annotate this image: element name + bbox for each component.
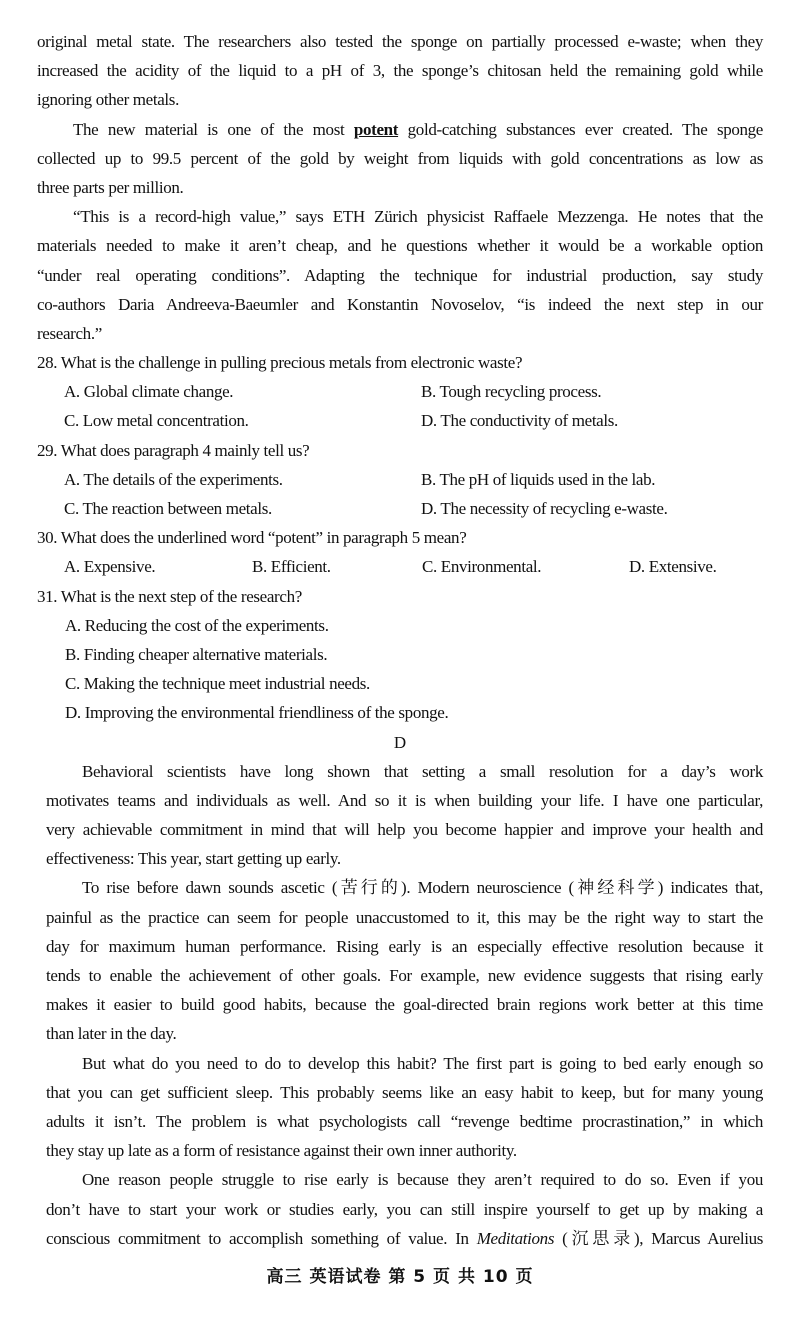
section-heading-d: D [393,732,407,752]
question-stem: 28. What is the challenge in pulling precious metals from electronic waste? [37,353,523,373]
book-title-meditations: Meditations [476,1228,555,1248]
option-d: D. Extensive. [629,557,717,577]
exam-page [37,27,763,1253]
option-row [37,494,763,523]
option-b: B. The pH of liquids used in the lab. [421,469,656,489]
option-d: D. The conductivity of metals. [421,411,618,431]
text-line: adults it isn’t. The problem is what psychologists call “revenge bedtime procrastination,” in which [46,1111,763,1131]
question-stem: 31. What is the next step of the research? [37,586,302,606]
option-c: C. Low metal concentration. [64,411,249,431]
page-footer: 高三 英语试卷 第 5 页 共 10 页 [266,1267,534,1287]
option-row [37,377,763,406]
passage-c-paragraph-4 [37,115,763,203]
text-span: (沉思录), Marcus Aurelius [554,1228,763,1248]
text-line: effectiveness: This year, start getting up early. [46,849,341,869]
option-a: A. The details of the experiments. [64,469,283,489]
option-d: D. Improving the environmental friendliness of the sponge. [65,703,449,723]
option-b: B. Finding cheaper alternative materials. [65,644,328,664]
option-b: B. Tough recycling process. [421,382,602,402]
text-line: than later in the day. [46,1024,177,1044]
option-row [37,698,763,727]
text-line: three parts per million. [37,177,184,197]
text-line: original metal state. The researchers also tested the sponge on partially processed e-waste; when they [37,32,763,51]
option-row [37,406,763,435]
option-a: A. Global climate change. [64,382,234,402]
text-line: very achievable commitment in mind that will help you become happier and improve your health and [46,820,763,840]
text-line: that you can get sufficient sleep. This probably seems like an easy habit to keep, but for many young [46,1082,763,1102]
passage-d-paragraph-4 [46,1165,763,1253]
passage-d-paragraph-1 [46,757,763,874]
text-line: materials needed to make it aren’t cheap, and he questions whether it would be a workable option [37,236,763,256]
question-30 [37,523,763,581]
option-c: C. Environmental. [422,557,542,577]
text-line: “This is a record-high value,” says ETH Zürich physicist Raffaele Mezzenga. He notes that the [73,207,763,227]
option-b: B. Efficient. [252,557,331,577]
text-line: tends to enable the achievement of other goals. For example, new evidence suggests that rising early [46,966,763,985]
text-line: they stay up late as a form of resistance against their own inner authority. [46,1141,517,1161]
option-row [37,611,763,640]
option-d: D. The necessity of recycling e-waste. [421,499,668,518]
text-line: co-authors Daria Andreeva-Baeumler and Konstantin Novoselov, “is indeed the next step in our [37,294,763,314]
text-line: But what do you need to do to develop this habit? The first part is going to bed early enough so [82,1053,763,1073]
passage-d [37,757,763,1253]
text-span: conscious commitment to accomplish something of value. In [46,1228,477,1248]
passage-c-paragraph-3 [37,27,763,115]
text-line: “under real operating conditions”. Adapting the technique for industrial production, say study [37,265,763,285]
passage-c-paragraph-5 [37,202,763,348]
text-line: ignoring other metals. [37,90,179,110]
text-line [37,115,763,144]
option-row [37,669,763,698]
question-29 [37,436,763,524]
text-line: research.” [37,323,102,343]
text-span: The new material is one of the most [73,119,354,139]
text-span: gold-catching substances ever created. The sponge [398,119,764,139]
text-line: motivates teams and individuals as well. And so it is when building your life. I have one particular, [46,790,763,810]
option-row [37,465,763,494]
question-stem: 30. What does the underlined word “potent” in paragraph 5 mean? [37,528,467,548]
option-c: C. Making the technique meet industrial needs. [65,674,370,694]
text-line: increased the acidity of the liquid to a pH of 3, the sponge’s chitosan held the remaining gold while [37,61,763,81]
passage-d-paragraph-2 [46,873,763,1048]
text-line [46,1224,763,1253]
text-line: To rise before dawn sounds ascetic (苦行的). Modern neuroscience (神经科学) indicates that, [82,878,763,898]
question-28 [37,348,763,436]
text-line: collected up to 99.5 percent of the gold by weight from liquids with gold concentrations as low as [37,148,763,168]
option-a: A. Expensive. [64,557,156,577]
option-a: A. Reducing the cost of the experiments. [65,615,329,635]
text-line: One reason people struggle to rise early is because they aren’t required to do so. Even if you [82,1170,763,1190]
text-line: painful as the practice can seem for people unaccustomed to it, this may be the right way to start the [46,907,763,927]
text-line: Behavioral scientists have long shown that setting a small resolution for a day’s work [82,761,763,781]
text-line: makes it easier to build good habits, because the goal-directed brain regions work better at this time [46,995,763,1015]
option-row [37,640,763,669]
question-stem: 29. What does paragraph 4 mainly tell us? [37,440,310,460]
question-31 [37,582,763,728]
option-c: C. The reaction between metals. [64,499,272,518]
passage-d-paragraph-3 [46,1049,763,1166]
option-row [37,552,763,581]
text-line: day for maximum human performance. Rising early is an especially effective resolution because it [46,936,763,956]
text-line: don’t have to start your work or studies early, you can still inspire yourself to get up by making a [46,1199,763,1219]
underlined-word-potent: potent [353,119,399,139]
